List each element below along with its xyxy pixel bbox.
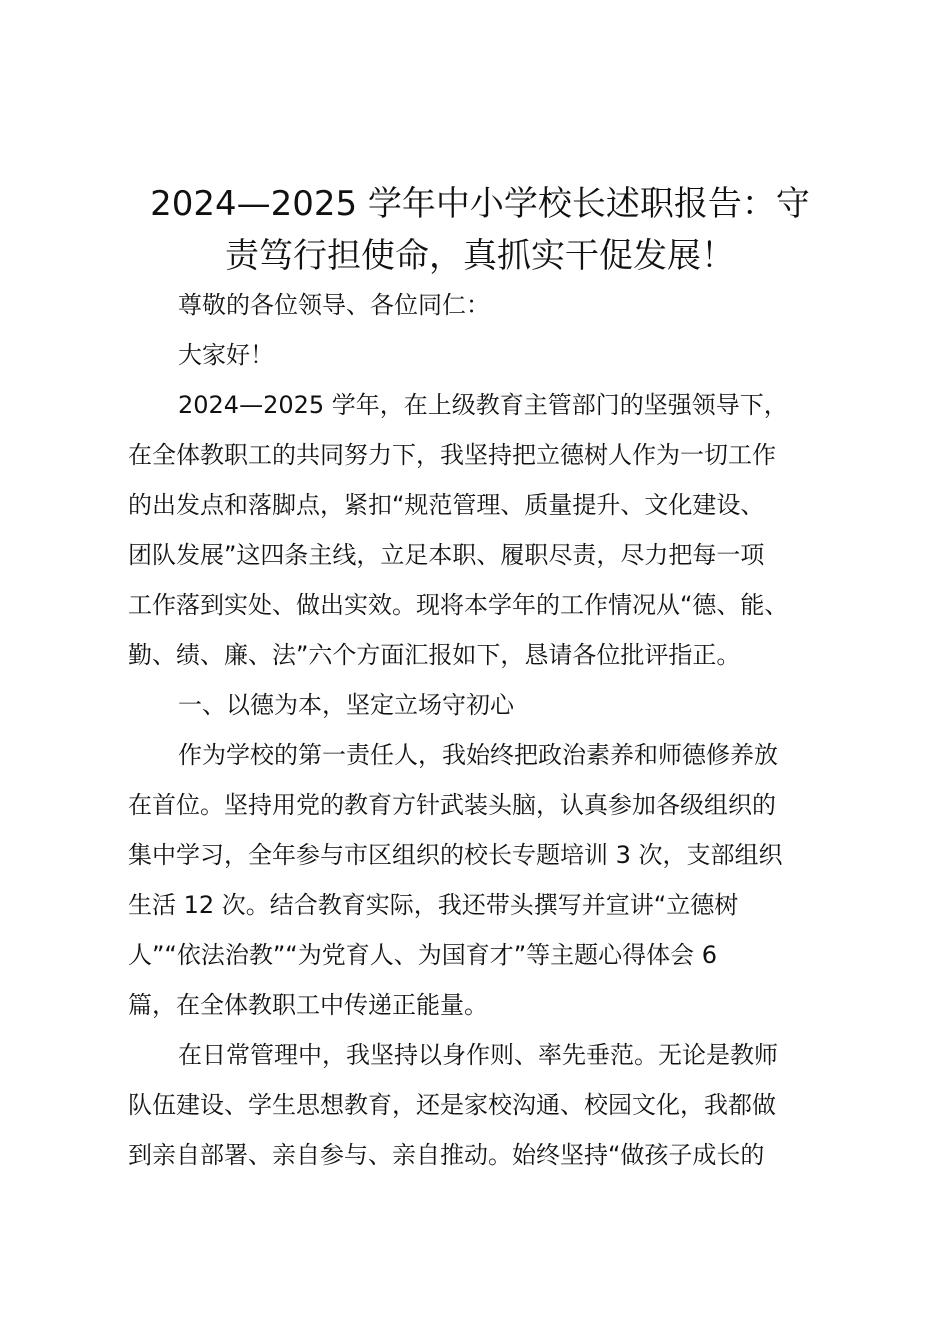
body-paragraph bbox=[128, 730, 840, 1030]
text-line: 大家好！ bbox=[178, 341, 274, 369]
text-line: 队伍建设、学生思想教育，还是家校沟通、校园文化，我都做 bbox=[128, 1091, 776, 1119]
text-line: 在全体教职工的共同努力下，我坚持把立德树人作为一切工作 bbox=[128, 441, 776, 469]
text-line: 到亲自部署、亲自参与、亲自推动。始终坚持“做孩子成长的 bbox=[128, 1141, 765, 1169]
document-body bbox=[128, 280, 840, 1180]
text-line: 在首位。坚持用党的教育方针武装头脑，认真参加各级组织的 bbox=[128, 791, 776, 819]
text-line: 的出发点和落脚点，紧扣“规范管理、质量提升、文化建设、 bbox=[128, 491, 765, 519]
title-line: 责笃行担使命，真抓实干促发展！ bbox=[225, 236, 735, 276]
text-line: 作为学校的第一责任人，我始终把政治素养和师德修养放 bbox=[178, 741, 778, 769]
text-line: 在日常管理中，我坚持以身作则、率先垂范。无论是教师 bbox=[178, 1041, 778, 1069]
section-heading bbox=[128, 680, 840, 730]
document-title bbox=[100, 178, 860, 282]
greeting-paragraph bbox=[128, 330, 840, 380]
text-line: 生活 12 次。结合教育实际，我还带头撰写并宣讲“立德树 bbox=[128, 891, 739, 919]
text-line: 篇，在全体教职工中传递正能量。 bbox=[128, 991, 488, 1019]
text-line: 尊敬的各位领导、各位同仁： bbox=[178, 291, 490, 319]
text-line: 人”“依法治教”“为党育人、为国育才”等主题心得体会 6 bbox=[128, 941, 718, 969]
text-line: 一、以德为本，坚定立场守初心 bbox=[178, 691, 514, 719]
text-line: 集中学习，全年参与市区组织的校长专题培训 3 次，支部组织 bbox=[128, 841, 783, 869]
text-line: 2024—2025 学年，在上级教育主管部门的坚强领导下， bbox=[178, 391, 788, 419]
text-line: 团队发展”这四条主线，立足本职、履职尽责，尽力把每一项 bbox=[128, 541, 765, 569]
intro-paragraph bbox=[128, 380, 840, 680]
body-paragraph bbox=[128, 1030, 840, 1180]
title-line: 2024—2025 学年中小学校长述职报告：守 bbox=[150, 184, 810, 224]
salutation-paragraph bbox=[128, 280, 840, 330]
text-line: 勤、绩、廉、法”六个方面汇报如下，恳请各位批评指正。 bbox=[128, 641, 741, 669]
text-line: 工作落到实处、做出实效。现将本学年的工作情况从“德、能、 bbox=[128, 591, 789, 619]
